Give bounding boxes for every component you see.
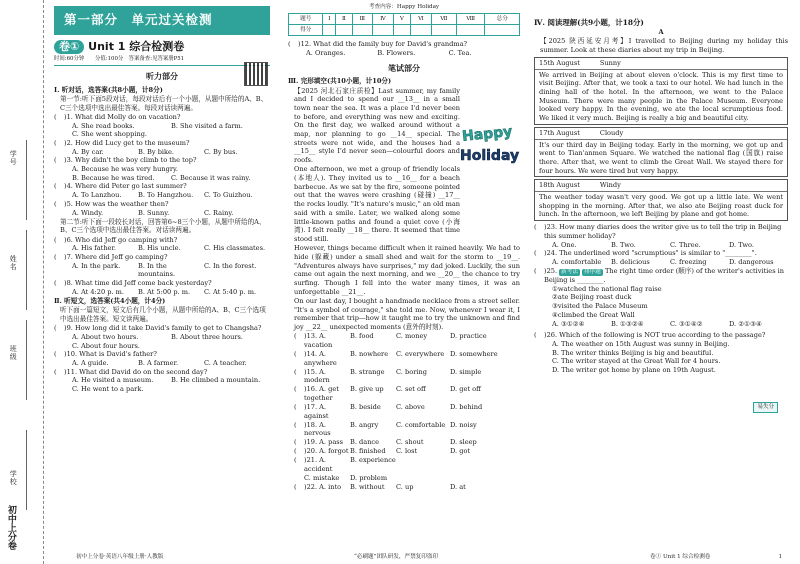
easy-lose-point-badge: 易失分 xyxy=(753,402,778,413)
diary-header xyxy=(535,180,787,192)
option: A. ③①②④ xyxy=(552,319,585,328)
option: C. By bus. xyxy=(204,147,238,156)
option: B. The writer thinks Beijing is big and beautiful. xyxy=(552,348,714,357)
option: D. The writer got home by plane on 19th August. xyxy=(552,366,716,375)
score-blank-cell[interactable] xyxy=(373,25,394,36)
column-left xyxy=(46,0,276,564)
question-text: )10. What is David's father? xyxy=(64,350,157,359)
diary-body: It's our third day in Beijing today. Early in the morning, we got up and went to Tian'anmen Square. We watched the national flag (国旗) raise there. After that, we went to climb the Great Wall. We stayed there for four hours. We were tired but very happy. xyxy=(539,140,783,175)
cloze-option: D. got xyxy=(450,447,471,456)
section-1-heading: Ⅰ. 听对话，选答案(共8小题，计8分) xyxy=(54,85,163,94)
cloze-option: )14. A. anywhere xyxy=(304,349,337,367)
score-blank-cell[interactable] xyxy=(323,25,336,36)
answer-bracket xyxy=(294,474,304,483)
option: C. About four hours. xyxy=(72,341,140,350)
question-options xyxy=(54,376,270,385)
question-options xyxy=(54,148,270,157)
option: C. He went to a park. xyxy=(72,385,144,394)
cloze-option: C. up xyxy=(396,483,414,492)
diary-entry xyxy=(534,57,788,125)
option: C. She went shopping. xyxy=(72,130,148,139)
cloze-option: C. comfortable xyxy=(396,420,446,429)
answer-bracket[interactable]: ( xyxy=(534,331,537,340)
question-item xyxy=(54,368,270,377)
passage-paragraph: One afternoon, we met a group of friendly locals (本地人). They invited us to __16__ for a beach barbecue. As we sat by the fire, someone pointed out that the waves were crashing (碰撞) __17__ the rocks loudly. "It's nature's music," an old man said with a smile. Later, we walked along some little-known paths and found a quiet cove (小海湾). I felt really __18__ there. It seemed that time stood still. xyxy=(294,165,460,243)
option: A. His father. xyxy=(72,244,116,253)
unit-title: Unit 1 综合检测卷 xyxy=(88,39,185,53)
question-text: )11. What did David do on the second day? xyxy=(64,367,208,376)
question-24-options xyxy=(534,258,788,267)
question-text: )9. How long did it take David's family to get to Changsha? xyxy=(64,324,262,333)
option: A. A guide. xyxy=(72,358,109,367)
question-23 xyxy=(534,223,788,240)
question-text: )24. The underlined word "scrumptious" is similar to "________". xyxy=(544,249,757,258)
happy-holiday-logo xyxy=(460,120,520,168)
answer-bracket[interactable]: ( xyxy=(294,483,297,492)
column-right xyxy=(530,0,792,564)
question-text: )4. Where did Peter go last summer? xyxy=(64,182,187,191)
exam-scope: 考查内容：Happy Holiday xyxy=(368,4,440,10)
answer-bracket[interactable]: ( xyxy=(294,385,297,394)
cloze-option: B. finished xyxy=(350,447,386,456)
option: D. ②①③④ xyxy=(729,319,762,328)
cloze-option: )22. A. into xyxy=(304,483,342,492)
fill-line xyxy=(26,140,27,220)
column-middle xyxy=(284,0,524,564)
option: B. Because he was tired. xyxy=(72,173,155,182)
question-options xyxy=(54,342,270,351)
score-blank-cell[interactable] xyxy=(336,25,353,36)
answer-bracket[interactable]: ( xyxy=(294,349,297,358)
reading-intro: 【2025 陕西延安月考】I travelled to Beijing during my holiday this summer. Look at these diaries about my trip in Beijing. xyxy=(540,37,788,55)
question-item xyxy=(54,253,270,262)
footer-left: 初中上分卷·英语八年级上册·人教版 xyxy=(76,553,164,560)
option: A. comfortable xyxy=(552,257,602,266)
passage-paragraph: However, things became difficult when it rained heavily. We had to hide (躲藏) under a small shed and wait for the storm to __19__. "Adventures always have surprises," my dad joked. Luckily, the sun came out again the next morning, and we __20__ the chance to try surfing. Though I fell into the water many times, it was an unforgettable __21__. xyxy=(294,244,520,296)
reading-heading: Ⅳ. 阅读理解(共9小题，计18分) xyxy=(534,18,644,27)
question-text: )3. Why didn't the boy climb to the top? xyxy=(64,156,197,165)
score-header-cell: Ⅳ xyxy=(373,14,394,25)
cloze-option: D. sleep xyxy=(450,438,477,447)
score-header-cell: 题号 xyxy=(289,14,323,25)
diary-entry xyxy=(534,179,788,221)
cloze-option: C. money xyxy=(396,332,428,341)
cloze-option: C. set off xyxy=(396,385,426,394)
answer-bracket[interactable]: ( xyxy=(294,403,297,412)
name-label: 姓名 xyxy=(9,255,18,271)
answer-bracket[interactable]: ( xyxy=(54,367,57,376)
question-list-1 xyxy=(54,113,270,217)
option: D. dangerous xyxy=(729,257,774,266)
option: B. He climbed a mountain. xyxy=(171,376,261,385)
section-2-text-intro: 听下面一篇短文，短文后有几个小题，从题中所给的A、B、C三个选项中选出最佳答案。短文读两遍。 xyxy=(60,306,266,323)
option: C. Because it was rainy. xyxy=(171,173,251,182)
cloze-option: C. shout xyxy=(396,438,424,447)
answer-bracket[interactable]: ( xyxy=(54,156,57,165)
option: B. ①③②④ xyxy=(611,319,644,328)
option: C. freezing xyxy=(670,257,707,266)
question-options xyxy=(54,244,270,253)
cloze-option: )13. A. vacation xyxy=(304,332,333,349)
question-item xyxy=(54,324,270,333)
question-text: )23. How many diaries does the writer give us to tell the trip in Beijing this summer holiday? xyxy=(544,223,782,240)
option: B. A farmer. xyxy=(138,358,179,367)
diary-date: 15th August xyxy=(539,58,580,67)
score-header-cell: 总分 xyxy=(485,14,520,25)
diary-date: 18th August xyxy=(539,181,580,190)
question-text: The right time order (顺序) of the writer's activities in Beijing is ________. xyxy=(544,266,785,285)
order-item: ①watched the national flag raise xyxy=(552,284,662,293)
new-format-badge: 新考法 xyxy=(561,268,578,275)
option: B. Flowers. xyxy=(377,49,416,58)
question-options xyxy=(54,385,270,394)
score-label-cell: 得分 xyxy=(289,25,323,36)
score-header-cell: Ⅰ xyxy=(323,14,336,25)
question-text: )1. What did Molly do on vacation? xyxy=(64,112,181,121)
fill-line xyxy=(26,320,27,400)
passage-a-label: A xyxy=(658,28,664,37)
option: C. His classmates. xyxy=(204,244,266,253)
answer-bracket[interactable]: ( xyxy=(294,420,297,429)
school-label: 学校 xyxy=(9,470,18,486)
cloze-option xyxy=(396,456,450,473)
question-text: )26. Which of the following is NOT true according to the passage? xyxy=(544,331,766,340)
cloze-option: )20. A. forgot xyxy=(304,447,349,456)
svg-text:Holiday: Holiday xyxy=(460,148,520,164)
score-header-cell: Ⅴ xyxy=(393,14,410,25)
option: A. Oranges. xyxy=(306,49,346,58)
cloze-option: )15. A. modern xyxy=(304,367,330,385)
option: C. In the forest. xyxy=(204,261,257,270)
diary-header xyxy=(535,128,787,140)
question-options xyxy=(54,174,270,183)
cloze-option: B. strange xyxy=(350,367,385,376)
ordering-badge: 排序题 xyxy=(584,268,601,275)
listening-section-title: 听力部分 xyxy=(146,72,178,82)
cloze-option: D. somewhere xyxy=(450,349,498,358)
cloze-option: C. lost xyxy=(396,447,418,456)
cloze-option: C. above xyxy=(396,403,425,412)
cloze-option: C. boring xyxy=(396,367,427,376)
diary-weather: Cloudy xyxy=(599,128,624,137)
cloze-options xyxy=(288,332,520,492)
question-23-options xyxy=(534,241,788,250)
question-item xyxy=(54,182,270,191)
answer-bracket[interactable]: ( xyxy=(54,138,57,147)
diary-body: The weather today wasn't very good. We got up a little late. We went shopping in the morning. After that, we also ate Beijing roast duck for lunch. In the afternoon, we left Beijing by plane and got home. xyxy=(539,193,783,219)
diary-body: We arrived in Beijing at about eleven o'clock. This is my first time to visit Beijing. After that, we took a taxi to our hotel. We had lunch in the dining hall of the hotel. In the afternoon, we went to the Palace Museum. There were many people in the Palace Museum. Everyone looked very happy. In the evening, we ate the local scrumptious food. We liked it very much. Beijing is really a big and beautiful city. xyxy=(539,70,783,123)
answer-bracket[interactable]: ( xyxy=(54,112,57,121)
question-text: )8. What time did Jeff come back yesterday? xyxy=(64,279,212,288)
question-12 xyxy=(288,40,520,49)
cloze-option xyxy=(450,474,504,483)
diary-weather: Sunny xyxy=(599,58,621,67)
footer-right: 卷① Unit 1 综合检测卷 xyxy=(650,553,711,560)
class-label: 班级 xyxy=(9,345,18,361)
fill-line xyxy=(26,230,27,310)
question-item xyxy=(54,113,270,122)
score-blank-cell[interactable] xyxy=(431,25,456,36)
series-tag: 初中上分卷 xyxy=(5,505,16,550)
option: B. She visited a farm. xyxy=(171,121,243,130)
cloze-option: D. behind xyxy=(450,403,483,412)
question-24 xyxy=(534,249,788,258)
answer-bracket[interactable]: ( xyxy=(288,40,291,49)
cloze-option: )18. A. nervous xyxy=(304,420,331,438)
cloze-option: B. beside xyxy=(350,403,381,412)
option: A. By car. xyxy=(72,147,104,156)
cloze-option: D. get off xyxy=(450,385,481,394)
cloze-option: )16. A. get together xyxy=(304,385,339,403)
score-blank-cell[interactable] xyxy=(352,25,372,36)
score-table xyxy=(288,13,520,36)
answer-bracket[interactable]: ( xyxy=(534,266,537,275)
cloze-option: D. simple xyxy=(450,367,482,376)
option: B. Two. xyxy=(611,240,636,249)
score-header-cell: Ⅷ xyxy=(456,14,485,25)
cloze-option: D. problem xyxy=(350,474,388,483)
cloze-option: C. everywhere xyxy=(396,349,445,358)
passage-paragraph: On our last day, I bought a handmade necklace from a street seller. "It's a symbol of courage," she told me. Now, whenever I wear it, I remember that trip—how it taught me to try the unknown and find joy __22__ unexpected moments (意外的时刻). xyxy=(294,296,520,332)
cloze-option: B. give up xyxy=(350,385,384,394)
option: C. ③①④② xyxy=(670,319,703,328)
question-text: )12. What did the family buy for David's grandma? xyxy=(298,40,468,49)
option: A. The weather on 15th August was sunny in Beijing. xyxy=(552,339,730,348)
option: B. His uncle. xyxy=(138,244,181,253)
option: C. At 5:40 p. m. xyxy=(204,287,257,296)
question-list-2 xyxy=(54,236,270,297)
option: C. Three. xyxy=(670,240,701,249)
answer-bracket[interactable]: ( xyxy=(54,253,57,262)
order-item: ③visited the Palace Museum xyxy=(552,302,648,311)
question-item xyxy=(54,139,270,148)
written-section-title: 笔试部分 xyxy=(388,63,420,73)
cloze-option: D. noisy xyxy=(450,420,477,429)
diary-header xyxy=(535,58,787,70)
question-text: )7. Where did Jeff go camping? xyxy=(64,253,168,262)
score-blank-cell[interactable] xyxy=(410,25,431,36)
diary-list xyxy=(534,57,788,221)
score-header-cell: Ⅱ xyxy=(336,14,353,25)
option: A. In the park. xyxy=(72,261,121,270)
cloze-option: C. mistake xyxy=(304,474,340,483)
option: B. At 5:00 p. m. xyxy=(138,287,191,296)
order-item: ②ate Beijing roast duck xyxy=(552,293,632,302)
option: A. At 4:20 p. m. xyxy=(72,287,125,296)
cloze-option: B. without xyxy=(350,483,385,492)
question-text: )2. How did Lucy get to the museum? xyxy=(64,138,190,147)
question-options xyxy=(54,359,270,368)
option: A. One. xyxy=(552,240,577,249)
option: C. A teacher. xyxy=(204,358,247,367)
score-header-cell: Ⅵ xyxy=(410,14,431,25)
score-blank-cell[interactable] xyxy=(485,25,520,36)
option: A. He visited a museum. xyxy=(72,376,154,385)
option: A. About two hours. xyxy=(72,332,139,341)
qr-code-icon[interactable] xyxy=(244,62,268,86)
option: A. To Lanzhou. xyxy=(72,191,122,200)
option: B. About three hours. xyxy=(171,332,244,341)
question-options xyxy=(54,165,270,174)
student-number-label: 学号 xyxy=(9,150,18,166)
option: B. To Hangzhou. xyxy=(138,191,194,200)
question-text: )6. Who did Jeff go camping with? xyxy=(64,235,178,244)
question-options xyxy=(54,130,270,139)
option: B. By bike. xyxy=(138,147,175,156)
option: A. Because he was very hungry. xyxy=(72,165,178,174)
question-item xyxy=(54,200,270,209)
answer-bracket[interactable]: ( xyxy=(54,279,57,288)
score-header-cell: Ⅶ xyxy=(431,14,456,25)
cloze-option: B. experience xyxy=(350,456,396,465)
question-options xyxy=(54,333,270,342)
diary-date: 17th August xyxy=(539,128,580,137)
question-options xyxy=(54,262,270,279)
option: C. Rainy. xyxy=(204,208,234,217)
question-25: ( )25. 新考法 排序题 The right time order (顺序) of the writer's activities in Beijing is ________. xyxy=(534,266,785,285)
fill-line xyxy=(26,430,27,510)
section-2-heading: Ⅱ. 听短文，选答案(共4小题，计4分) xyxy=(54,297,166,306)
answer-bracket[interactable]: ( xyxy=(534,249,537,258)
answer-bracket[interactable]: ( xyxy=(54,182,57,191)
unit-number: 卷① xyxy=(54,40,84,55)
exam-meta: 时间:60分钟 分值:100分 答案备查:见答案册P51 xyxy=(54,56,270,66)
cloze-option: D. practice xyxy=(450,332,487,341)
part-title: 第一部分 单元过关检测 xyxy=(54,6,270,35)
question-26 xyxy=(534,331,788,340)
cloze-option: B. food xyxy=(350,332,374,341)
question-options xyxy=(54,122,270,131)
question-item xyxy=(54,350,270,359)
diary-weather: Windy xyxy=(599,181,621,190)
answer-bracket[interactable]: ( xyxy=(294,447,297,456)
question-text: )5. How was the weather then? xyxy=(64,199,169,208)
section-2-intro: 第二节:听下面一段较长对话，回答第6~8三个小题，从题中所给的A、B、C三个选项中选出最佳答案。对话读两遍。 xyxy=(60,217,266,235)
cloze-option: )17. A. against xyxy=(304,403,329,420)
question-25-options xyxy=(534,320,788,329)
answer-bracket[interactable]: ( xyxy=(534,223,537,232)
option: B. Sunny. xyxy=(138,208,170,217)
option: C. Tea. xyxy=(448,49,472,58)
question-item xyxy=(54,236,270,245)
question-options xyxy=(54,288,270,297)
cloze-option: )19. A. pass xyxy=(304,438,344,447)
option: A. She read books. xyxy=(72,121,135,130)
answer-bracket[interactable]: ( xyxy=(54,199,57,208)
cloze-heading: Ⅲ. 完形填空(共10小题，计10分) xyxy=(288,77,392,86)
option: B. In the mountains. xyxy=(138,261,176,279)
question-item xyxy=(54,279,270,288)
cloze-option xyxy=(396,474,450,483)
question-26-options xyxy=(534,340,788,375)
question-options xyxy=(54,209,270,218)
page-number: 1 xyxy=(778,553,782,560)
option: C. The writer stayed at the Great Wall for 4 hours. xyxy=(552,357,721,366)
answer-bracket[interactable]: ( xyxy=(294,438,297,447)
cloze-option xyxy=(450,456,504,473)
cloze-option: B. nowhere xyxy=(350,349,389,358)
question-12-options xyxy=(288,49,520,58)
section-1-intro: 第一节:听下面5段对话，每段对话后有一个小题，从题中所给的A、B、C三个选项中选出最佳答案。每段对话读两遍。 xyxy=(60,94,268,112)
score-header-cell: Ⅲ xyxy=(352,14,372,25)
answer-bracket[interactable]: ( xyxy=(294,332,297,341)
answer-bracket[interactable]: ( xyxy=(54,350,57,359)
answer-bracket[interactable]: ( xyxy=(54,235,57,244)
answer-bracket[interactable]: ( xyxy=(54,324,57,333)
answer-bracket[interactable]: ( xyxy=(294,456,297,465)
binding-strip xyxy=(0,0,44,564)
answer-bracket[interactable]: ( xyxy=(294,367,297,376)
score-blank-cell[interactable] xyxy=(456,25,485,36)
order-item: ④climbed the Great Wall xyxy=(552,310,635,319)
footer-middle: “必刷题”团队研发，严禁复印盗印 xyxy=(354,553,439,560)
cloze-option: D. at xyxy=(450,483,466,492)
question-options xyxy=(54,191,270,200)
cloze-option: B. dance xyxy=(350,438,380,447)
passage-paragraph: 【2025 河北石家庄质检】Last summer, my family and I decided to spend our __13__ in a small town near the sea. It was a place I'd never been to before, and everything was new and exciting. On the first day, we walked around without a map, nor planning to go __14__ special. The streets were not wide, and the houses had a __15__ style I'd never seen—colourful doors and roofs. xyxy=(294,86,460,165)
option: D. Two. xyxy=(729,240,754,249)
unit-header xyxy=(54,40,270,55)
cloze-option: B. angry xyxy=(350,420,379,429)
option: A. Windy. xyxy=(72,208,104,217)
cloze-option: )21. A. accident xyxy=(304,456,333,474)
option: B. delicious xyxy=(611,257,650,266)
diary-entry xyxy=(534,127,788,178)
question-list-3 xyxy=(54,324,270,394)
option: C. To Guizhou. xyxy=(204,191,253,200)
svg-text:Happy: Happy xyxy=(461,123,514,145)
question-25-items xyxy=(534,285,788,320)
score-blank-cell[interactable] xyxy=(393,25,410,36)
question-item xyxy=(54,156,270,165)
